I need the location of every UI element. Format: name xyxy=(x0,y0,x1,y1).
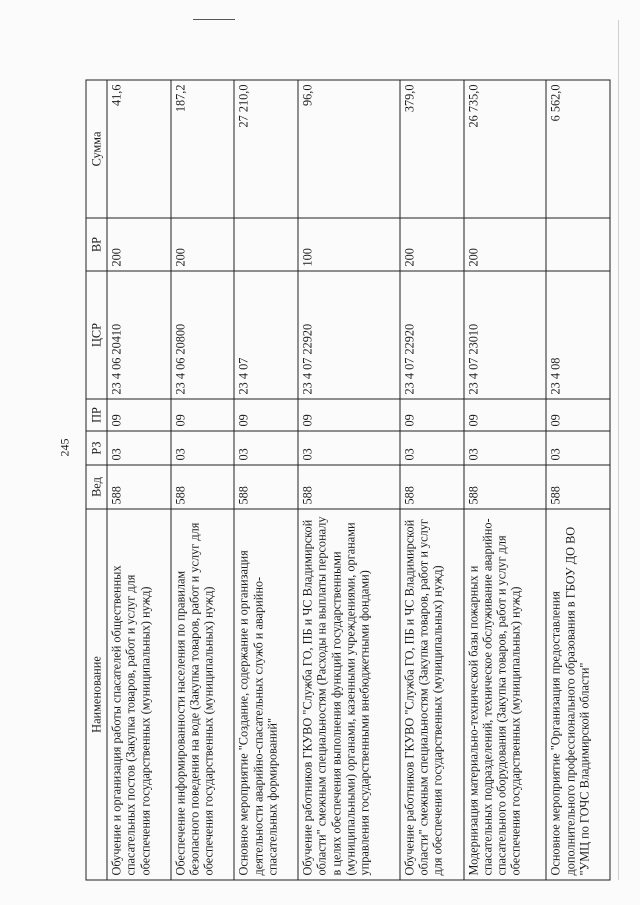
row-vr: 200 xyxy=(107,218,171,271)
row-csr: 23 4 06 20410 xyxy=(107,271,171,399)
row-pr: 09 xyxy=(463,399,546,431)
row-csr: 23 4 07 xyxy=(234,271,298,399)
header-sum: Сумма xyxy=(86,80,107,218)
row-pr: 09 xyxy=(170,399,234,431)
row-ved: 588 xyxy=(170,465,234,509)
row-vr xyxy=(234,218,298,271)
row-rz: 03 xyxy=(399,431,463,465)
row-pr: 09 xyxy=(107,399,171,431)
row-name: Модернизация материально-технической базы пожарных и спасательных подразделений, техническое обслуживание аварийно-спасательного оборудования (Закупка товаров, работ и услуг для обеспечения государственных (муниципальных) нужд) xyxy=(463,509,546,880)
top-rule xyxy=(193,19,235,20)
row-csr: 23 4 06 20800 xyxy=(170,271,234,399)
row-vr: 200 xyxy=(463,218,546,271)
table-row xyxy=(546,80,610,880)
table-row xyxy=(170,80,234,880)
row-rz: 03 xyxy=(546,431,610,465)
row-sum: 187,2 xyxy=(170,80,234,218)
row-csr: 23 4 07 23010 xyxy=(463,271,546,399)
row-pr: 09 xyxy=(399,399,463,431)
row-ved: 588 xyxy=(546,465,610,509)
header-name: Наименование xyxy=(86,509,107,880)
budget-table xyxy=(85,79,610,880)
row-csr: 23 4 07 22920 xyxy=(399,271,463,399)
row-sum: 379,0 xyxy=(399,80,463,218)
header-csr: ЦСР xyxy=(86,271,107,399)
table-row xyxy=(107,80,171,880)
row-ved: 588 xyxy=(234,465,298,509)
row-vr: 200 xyxy=(170,218,234,271)
row-ved: 588 xyxy=(463,465,546,509)
header-vr: ВР xyxy=(86,218,107,271)
row-csr: 23 4 08 xyxy=(546,271,610,399)
row-csr: 23 4 07 22920 xyxy=(298,271,400,399)
row-ved: 588 xyxy=(399,465,463,509)
page-number: 245 xyxy=(57,438,72,457)
row-sum: 27 210,0 xyxy=(234,80,298,218)
header-rz: РЗ xyxy=(86,431,107,465)
row-ved: 588 xyxy=(298,465,400,509)
table-row xyxy=(463,80,546,880)
row-rz: 03 xyxy=(107,431,171,465)
row-name: Обеспечение информированности населения по правилам безопасного поведения на воде (Закупка товаров, работ и услуг для обеспечения государственных (муниципальных) нужд) xyxy=(170,509,234,880)
row-vr: 100 xyxy=(298,218,400,271)
row-sum: 41,6 xyxy=(107,80,171,218)
row-rz: 03 xyxy=(298,431,400,465)
row-rz: 03 xyxy=(170,431,234,465)
row-rz: 03 xyxy=(463,431,546,465)
header-pr: ПР xyxy=(86,399,107,431)
table-row xyxy=(234,80,298,880)
row-ved: 588 xyxy=(107,465,171,509)
scan-edge xyxy=(618,20,619,880)
row-sum: 96,0 xyxy=(298,80,400,218)
table-row xyxy=(399,80,463,880)
row-name: Основное мероприятие "Организация предоставления дополнительного профессионального образования в ГБОУ ДО ВО "УМЦ по ГОЧС Владимирской области" xyxy=(546,509,610,880)
row-name: Основное мероприятие "Создание, содержание и организация деятельности аварийно-спасательных служб и аварийно-спасательных формирований" xyxy=(234,509,298,880)
row-sum: 6 562,0 xyxy=(546,80,610,218)
table-row xyxy=(298,80,400,880)
row-vr xyxy=(546,218,610,271)
row-name: Обучение работников ГКУВО "Служба ГО, ПБ и ЧС Владимирской области" смежным специальностям (Расходы на выплаты персоналу в целях обеспечения выполнения функций государственными (муниципальными) органами, казенными учреждениями, органами управления государственными внебюджетными фондами) xyxy=(298,509,400,880)
row-rz: 03 xyxy=(234,431,298,465)
row-name: Обучение и организация работы спасателей общественных спасательных постов (Закупка товаров, работ и услуг для обеспечения государственных (муниципальных) нужд) xyxy=(107,509,171,880)
row-pr: 09 xyxy=(546,399,610,431)
table-header-row xyxy=(86,80,107,880)
row-sum: 26 735,0 xyxy=(463,80,546,218)
row-pr: 09 xyxy=(234,399,298,431)
row-pr: 09 xyxy=(298,399,400,431)
row-name: Обучение работников ГКУВО "Служба ГО, ПБ и ЧС Владимирской области" смежным специальностям (Закупка товаров, работ и услуг для обеспечения государственных (муниципальных) нужд) xyxy=(399,509,463,880)
row-vr: 200 xyxy=(399,218,463,271)
header-ved: Вед xyxy=(86,465,107,509)
rotated-table-sheet xyxy=(85,80,610,880)
